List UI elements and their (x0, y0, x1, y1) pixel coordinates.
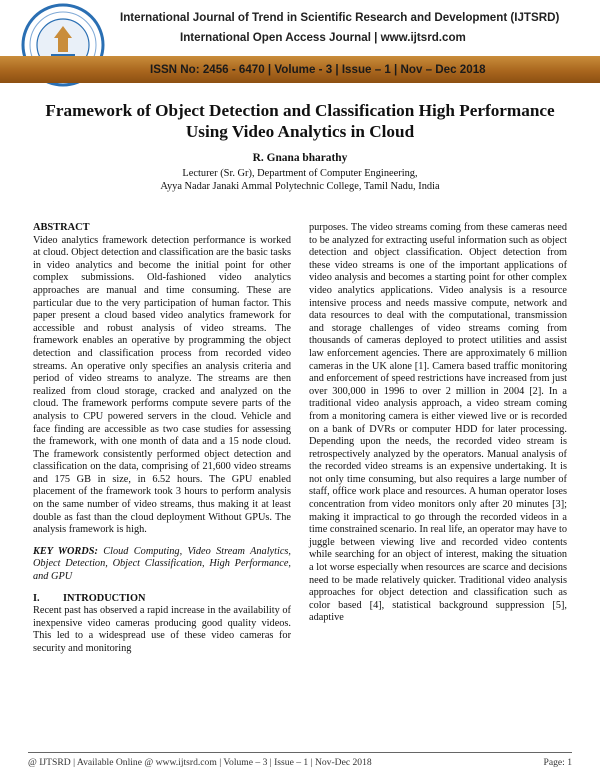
section-title: INTRODUCTION (63, 592, 146, 604)
keywords-text: Cloud Computing, Video Stream Analytics, Object Detection, Object Classification, High Performance, and GPU (33, 545, 292, 583)
author-name: R. Gnana bharathy (252, 152, 348, 164)
introduction-heading (33, 593, 291, 606)
page-number: Page: 1 (543, 757, 572, 768)
introduction-text-left: Recent past has observed a rapid increase in the availability of inexpensive video cameras producing good quality videos. This led to a widespread use of these video cameras for security and monitoring (33, 605, 291, 654)
affiliation-line-2: Ayya Nadar Janaki Ammal Polytechnic College, Tamil Nadu, India (160, 181, 440, 192)
left-column (33, 222, 291, 656)
issn-line: ISSN No: 2456 - 6470 | Volume - 3 | Issue – 1 | Nov – Dec 2018 (150, 63, 486, 76)
journal-name: International Journal of Trend in Scientific Research and Development (IJTSRD) (120, 11, 560, 24)
right-column (309, 222, 567, 625)
journal-header (0, 0, 600, 92)
keywords-label: KEY WORDS: (33, 545, 98, 557)
abstract-heading: ABSTRACT (33, 222, 90, 233)
abstract-text: Video analytics framework detection performance is worked at cloud. Object detection and classification are the basic tasks in video analytics and become the initial point for other complex submissions. Old-fashioned video analytics approaches are manual and time consuming. These are particular due to the very participation of human factor. This paper present a cloud based video analytics framework for accessible and robust analysis of video streams. The framework enables an operative by programming the object detection and classification process from recorded video streams. An operative only specifies an analysis criteria and period of video streams to analyze. The streams are then realized from cloud storage, cracked and analyzed on the cloud. The framework performs compute severe parts of the analysis to CPU powered servers in the cloud. Vehicle and face finding are accessible as two case studies for assessing the framework, with one month of data and a 15 node cloud. The framework consistently performed object detection and classification on the data, comprising of 21,600 video streams and 175 GB in size, in 6.52 hours. The GPU enabled placement of the framework took 3 hours to perform analysis on the same number of video streams, thus making it at least double as fast than the cloud deployment Without GPUs. The analysis framework is high. (33, 234, 291, 536)
paper-title (20, 100, 580, 142)
page-footer (28, 752, 572, 771)
footer-text: @ IJTSRD | Available Online @ www.ijtsrd.com | Volume – 3 | Issue – 1 | Nov-Dec 2018 (28, 757, 372, 768)
section-number: I. (33, 592, 40, 604)
affiliation-line-1: Lecturer (Sr. Gr), Department of Computer Engineering, (182, 168, 418, 179)
title-line-1: Framework of Object Detection and Classification High Performance (45, 101, 555, 120)
keywords (33, 546, 291, 584)
title-line-2: Using Video Analytics in Cloud (185, 122, 415, 141)
access-line: International Open Access Journal | www.ijtsrd.com (180, 31, 466, 44)
introduction-text-right: purposes. The video streams coming from these cameras need to be analyzed for extracting useful information such as object detection and object classification. Object detection from these video streams is one of the important applications of video analysis and becomes a starting point for other complex video analytics applications. Video analysis is a resource intensive process and needs massive compute, network and data resources to deal with the computational, transmission and storage challenges of video streams coming from thousands of cameras deployed to protect utilities and assist law enforcement agencies. There are approximately 6 million cameras in the UK alone [1]. Camera based traffic monitoring and enforcement of speed restrictions have increased from just over 300,000 in 1996 to over 2 million in 2004 [2]. In a traditional video analysis approach, a video stream coming from a monitoring camera is either viewed live or is recorded on a bank of DVRs or computer HDD for later processing. Depending upon the needs, the recorded video stream is retrospectively analyzed by the operators. Manual analysis of the recorded video streams is an expensive undertaking. It is not only time consuming, but also requires a large number of staff, office work place and resources. A human operator loses concentration from video monitors only after 20 minutes [3]; making it impractical to go through the recorded videos in a time constrained scenario. In real life, an operator may have to juggle between viewing live and recorded video contents while searching for an object of interest, making the situation a lot worse especially when resources are scarce and decisions need to be made relatively quicker. Traditional video analysis approaches for object detection and classification such as color based [4], statistical background suppression [5], adaptive (309, 222, 567, 624)
